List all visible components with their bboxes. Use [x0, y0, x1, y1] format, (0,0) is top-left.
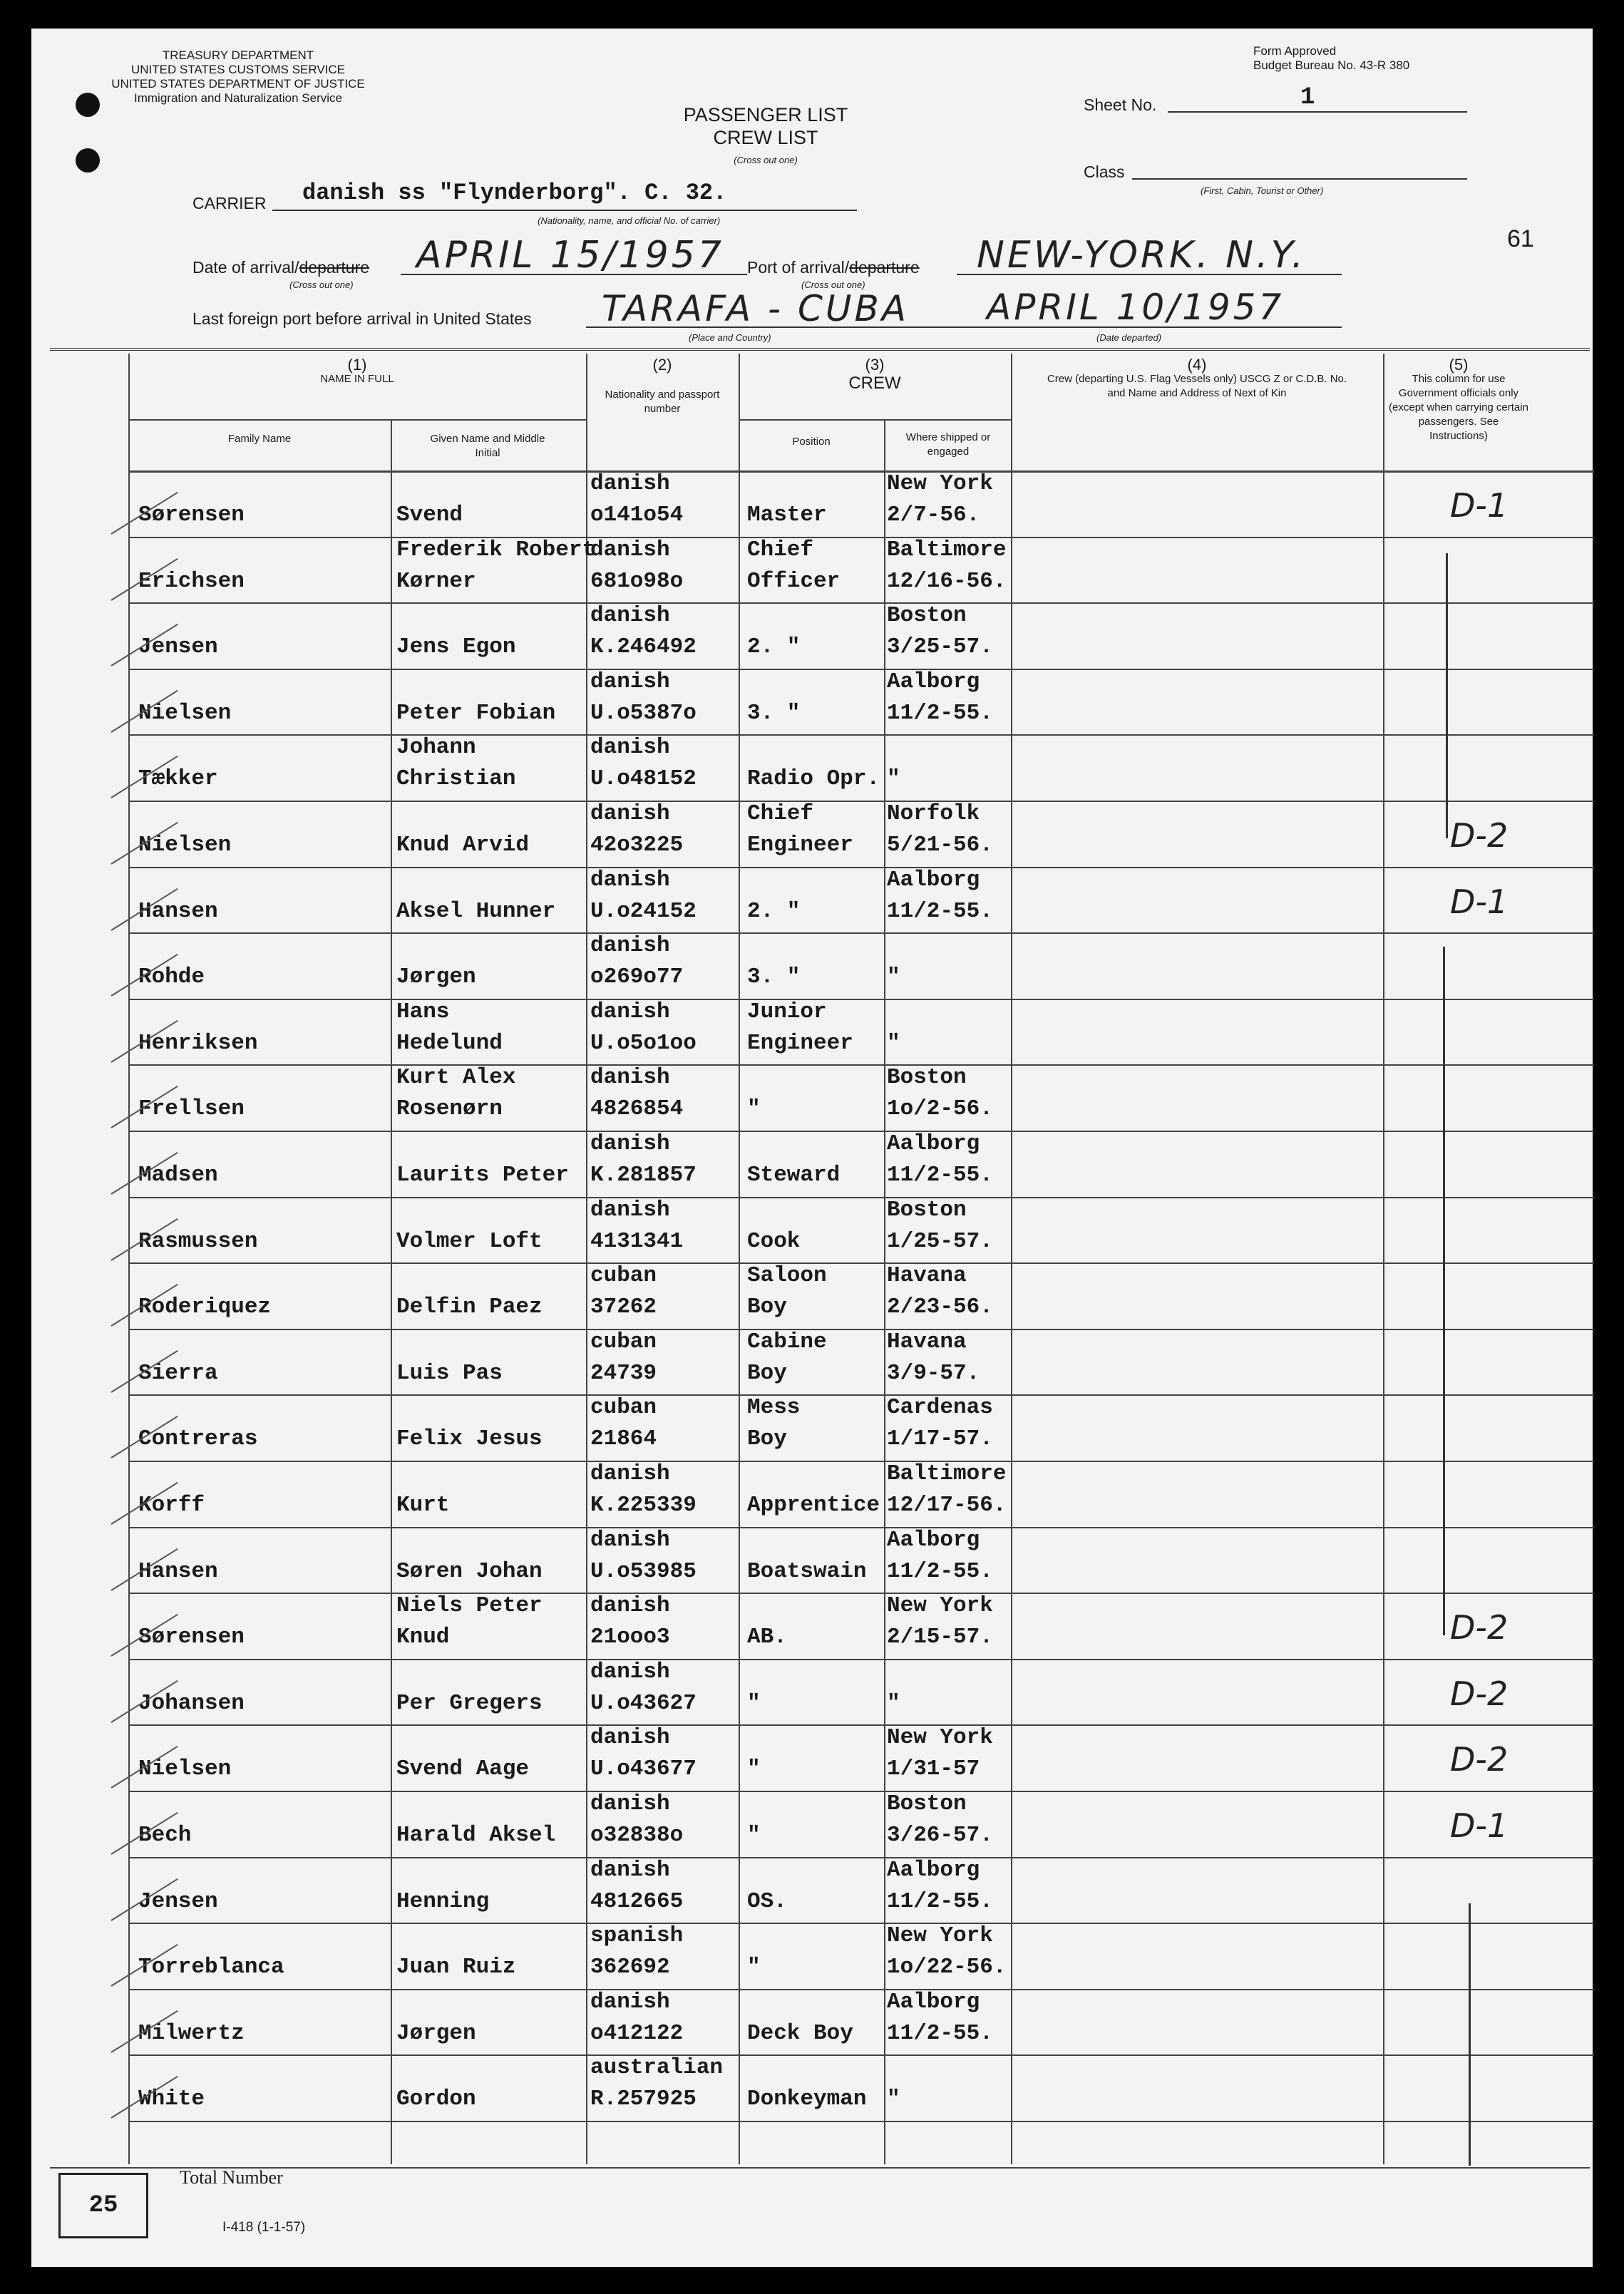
position-line2: " — [747, 1823, 761, 1848]
family-name: Rohde — [138, 965, 205, 990]
position-line2: Steward — [747, 1163, 841, 1188]
col5-header — [1389, 358, 1528, 443]
shipped-place: Boston — [887, 1791, 967, 1816]
col3-title: CREW — [848, 374, 901, 393]
nationality: danish — [590, 669, 670, 694]
given-header: Given Name and Middle Initial — [430, 433, 545, 459]
position-line2: 2. " — [747, 898, 801, 924]
last-port-place-note: (Place and Country) — [689, 332, 771, 343]
given-name-line2: Juan Ruiz — [396, 1955, 516, 1980]
row-divider — [128, 1527, 1594, 1528]
last-port-date: APRIL 10/1957 — [987, 287, 1285, 328]
given-name-line2: Volmer Loft — [396, 1228, 543, 1254]
nationality: danish — [590, 471, 670, 496]
form-title — [644, 103, 887, 172]
class-note: (First, Cabin, Tourist or Other) — [1201, 185, 1324, 196]
nationality: danish — [590, 1989, 670, 2015]
given-name-line1: Hans — [396, 999, 450, 1024]
given-name-line1: Niels Peter — [396, 1593, 543, 1619]
shipped-place: Havana — [887, 1263, 967, 1289]
shipped-date: 2/23-56. — [887, 1295, 993, 1320]
position-line2: Boy — [747, 1426, 787, 1452]
shipped-date: 1o/22-56. — [887, 1955, 1007, 1980]
row-divider — [128, 734, 1594, 736]
position-line2: Engineer — [747, 833, 853, 858]
nationality: danish — [590, 1131, 670, 1156]
last-port-date-note: (Date departed) — [1096, 332, 1162, 343]
row-divider — [128, 1989, 1594, 1990]
shipped-place: Baltimore — [887, 1461, 1007, 1486]
passport-number: U.o48152 — [590, 766, 697, 792]
col1-number: (1) — [347, 356, 367, 374]
position-line2: 3. " — [747, 965, 801, 990]
row-divider — [128, 2054, 1594, 2056]
position-line2: Donkeyman — [747, 2087, 867, 2112]
position-line2: 2. " — [747, 634, 801, 660]
col-divider — [391, 419, 392, 2164]
nationality: danish — [590, 1461, 670, 1486]
title-note: (Cross out one) — [734, 155, 798, 165]
family-name: Bech — [138, 1823, 192, 1848]
nationality: danish — [590, 603, 670, 629]
position-line2: Deck Boy — [747, 2020, 853, 2046]
nationality: spanish — [590, 1923, 684, 1949]
given-name-line1: Kurt Alex — [396, 1065, 516, 1091]
position-line2: Master — [747, 503, 827, 528]
nationality: danish — [590, 1659, 670, 1685]
given-name-line2: Per Gregers — [396, 1690, 543, 1716]
shipped-date: " — [887, 1690, 900, 1716]
row-divider — [128, 1394, 1594, 1396]
nationality: danish — [590, 1197, 670, 1223]
passport-number: o412122 — [590, 2020, 684, 2046]
given-name-line2: Felix Jesus — [396, 1426, 543, 1452]
official-code: D-2 — [1450, 1674, 1509, 1713]
position-header: Position — [792, 436, 831, 448]
nationality: danish — [590, 999, 670, 1024]
bracket-line — [1469, 1903, 1471, 2166]
class-rule — [1132, 178, 1467, 180]
col-divider — [1011, 354, 1012, 2164]
row-divider — [128, 537, 1594, 538]
nationality: cuban — [590, 1395, 657, 1421]
row-divider — [128, 1791, 1594, 1792]
page-number: 61 — [1507, 225, 1534, 252]
passport-number: U.o53985 — [590, 1558, 697, 1584]
position-line1: Mess — [747, 1395, 801, 1421]
given-name-line2: Gordon — [396, 2087, 476, 2112]
passport-number: o32838o — [590, 1823, 684, 1848]
family-name: Nielsen — [138, 700, 232, 726]
family-name: Henriksen — [138, 1030, 258, 1056]
col3-header — [739, 358, 1011, 391]
shipped-date: 1/17-57. — [887, 1426, 993, 1452]
nationality: danish — [590, 1791, 670, 1816]
passport-number: U.o24152 — [590, 898, 697, 924]
nationality: danish — [590, 1857, 670, 1883]
carrier-value: danish ss "Flynderborg". C. 32. — [302, 180, 727, 206]
position-line2: " — [747, 1690, 761, 1716]
carrier-label: CARRIER — [192, 194, 267, 212]
nationality: danish — [590, 537, 670, 562]
arrival-date-label-a: Date of arrival/ — [192, 258, 299, 277]
header-separator — [50, 348, 1590, 351]
passport-number: 21ooo3 — [590, 1625, 670, 1650]
col4-number: (4) — [1187, 356, 1207, 374]
col4-title: Crew (departing U.S. Flag Vessels only) USCG Z or C.D.B. No. and Name and Address of Next of Kin — [1047, 373, 1347, 399]
row-divider — [128, 1131, 1594, 1132]
last-port-label: Last foreign port before arrival in United States — [192, 309, 532, 328]
shipped-date: 3/25-57. — [887, 634, 993, 660]
position-line2: Apprentice — [747, 1493, 880, 1518]
nationality: danish — [590, 1527, 670, 1553]
shipped-date: " — [887, 965, 900, 990]
family-name: Sørensen — [138, 1625, 245, 1650]
col2-header — [596, 358, 729, 416]
document-sheet — [31, 29, 1593, 2267]
given-name-line2: Kurt — [396, 1493, 450, 1518]
shipped-header: Where shipped or engaged — [905, 431, 991, 458]
form-approved — [1253, 44, 1409, 73]
col3-number: (3) — [865, 356, 885, 374]
total-number-box: 25 — [58, 2173, 148, 2238]
family-name: White — [138, 2087, 205, 2112]
shipped-date: 11/2-55. — [887, 898, 993, 924]
row-divider — [128, 932, 1594, 934]
shipped-place: Aalborg — [887, 1131, 980, 1156]
shipped-date: 12/16-56. — [887, 568, 1007, 594]
position-line2: Boy — [747, 1360, 787, 1386]
family-name: Jensen — [138, 1888, 218, 1914]
family-name: Tækker — [138, 766, 218, 792]
passport-number: 681o98o — [590, 568, 684, 594]
given-name-line2: Kørner — [396, 568, 476, 594]
arrival-date-label-b: departure — [299, 258, 370, 277]
position-line1: Chief — [747, 537, 814, 562]
passport-number: 21864 — [590, 1426, 657, 1452]
nationality: danish — [590, 1065, 670, 1091]
shipped-date: 12/17-56. — [887, 1493, 1007, 1518]
given-name-line2: Jens Egon — [396, 634, 516, 660]
row-divider — [128, 1197, 1594, 1198]
passport-number: U.o5387o — [590, 700, 697, 726]
form-number: I-418 (1-1-57) — [222, 2220, 306, 2235]
given-name-line2: Jørgen — [396, 2020, 476, 2046]
passport-number: 362692 — [590, 1955, 670, 1980]
shipped-place: New York — [887, 471, 993, 496]
position-line2: 3. " — [747, 700, 801, 726]
passport-number: o269o77 — [590, 965, 684, 990]
shipped-date: 11/2-55. — [887, 1888, 993, 1914]
position-line2: Engineer — [747, 1030, 853, 1056]
shipped-date: " — [887, 2087, 900, 2112]
passport-number: o141o54 — [590, 503, 684, 528]
col2-number: (2) — [652, 356, 672, 374]
shipped-place: Boston — [887, 1197, 967, 1223]
shipped-place: Cardenas — [887, 1395, 993, 1421]
row-divider — [128, 1593, 1594, 1594]
position-line1: Saloon — [747, 1263, 827, 1289]
arrival-port-label-a: Port of arrival/ — [747, 258, 850, 277]
family-name: Erichsen — [138, 568, 245, 594]
table-border-left — [128, 354, 130, 2164]
nationality: danish — [590, 735, 670, 761]
family-name: Torreblanca — [138, 1955, 284, 1980]
given-name-line1: Frederik Robert — [396, 537, 596, 562]
position-line2: " — [747, 1096, 761, 1122]
agency-line: UNITED STATES CUSTOMS SERVICE — [130, 63, 346, 76]
agency-line: TREASURY DEPARTMENT — [162, 48, 314, 62]
given-name-line2: Henning — [396, 1888, 490, 1914]
shipped-place: Aalborg — [887, 1527, 980, 1553]
family-name: Frellsen — [138, 1096, 245, 1122]
shipped-place: Havana — [887, 1329, 967, 1354]
shipped-date: 5/21-56. — [887, 833, 993, 858]
family-name: Nielsen — [138, 833, 232, 858]
family-name: Milwertz — [138, 2020, 245, 2046]
sheet-value: 1 — [1300, 84, 1315, 111]
given-name-line2: Knud Arvid — [396, 833, 530, 858]
family-name: Contreras — [138, 1426, 258, 1452]
nationality: australian — [590, 2055, 724, 2081]
agency-line: UNITED STATES DEPARTMENT OF JUSTICE — [111, 77, 365, 91]
given-name-line2: Christian — [396, 766, 516, 792]
position-line2: Boatswain — [747, 1558, 867, 1584]
family-name: Korff — [138, 1493, 205, 1518]
given-name-line2: Peter Fobian — [396, 700, 556, 726]
title-crew-list: CREW LIST — [713, 127, 818, 148]
sheet-rule — [1168, 111, 1467, 113]
row-divider — [128, 801, 1594, 802]
given-name-line2: Laurits Peter — [396, 1163, 569, 1188]
row-divider — [128, 1857, 1594, 1858]
passport-number: K.225339 — [590, 1493, 697, 1518]
col4-header — [1044, 358, 1350, 401]
passport-number: U.o5o1oo — [590, 1030, 697, 1056]
given-name-line2: Svend Aage — [396, 1756, 530, 1782]
col5-title: This column for use Government officials only (except when carrying certain passengers. See Instructions) — [1389, 373, 1528, 442]
shipped-place: Aalborg — [887, 1989, 980, 2015]
col-divider — [739, 354, 740, 2164]
passport-number: U.o43677 — [590, 1756, 697, 1782]
class-label: Class — [1084, 163, 1125, 181]
carrier-rule — [272, 210, 857, 211]
shipped-date: 1/31-57 — [887, 1756, 980, 1782]
shipped-date: 11/2-55. — [887, 1558, 993, 1584]
shipped-place: Aalborg — [887, 867, 980, 893]
shipped-date: 11/2-55. — [887, 2020, 993, 2046]
arrival-date-value: APRIL 15/1957 — [416, 234, 724, 277]
position-line2: " — [747, 1955, 761, 1980]
col-divider — [586, 354, 587, 2164]
shipped-place: Aalborg — [887, 1857, 980, 1883]
passport-number: K.281857 — [590, 1163, 697, 1188]
family-name: Nielsen — [138, 1756, 232, 1782]
arrival-port-value: NEW-YORK. N.Y. — [977, 234, 1307, 277]
shipped-place: Boston — [887, 1065, 967, 1091]
passport-number: 4812665 — [590, 1888, 684, 1914]
official-code: D-1 — [1450, 486, 1509, 525]
nationality: danish — [590, 801, 670, 826]
family-name: Madsen — [138, 1163, 218, 1188]
col2-title: Nationality and passport number — [605, 389, 720, 415]
official-code: D-2 — [1450, 1740, 1509, 1779]
row-divider — [128, 1329, 1594, 1330]
official-code: D-2 — [1450, 1608, 1509, 1647]
shipped-place: New York — [887, 1923, 993, 1949]
row-divider — [128, 867, 1594, 868]
punch-hole — [76, 148, 100, 173]
shipped-place: Boston — [887, 603, 967, 629]
shipped-date: " — [887, 766, 900, 792]
given-name-line1: Johann — [396, 735, 476, 761]
arrival-port-note: (Cross out one) — [801, 279, 865, 290]
total-number-label: Total Number — [180, 2167, 283, 2188]
family-name: Rasmussen — [138, 1228, 258, 1254]
family-name: Hansen — [138, 1558, 218, 1584]
arrival-date-label — [192, 258, 369, 277]
nationality: danish — [590, 867, 670, 893]
agency-line: Immigration and Naturalization Service — [134, 91, 342, 105]
nationality: danish — [590, 1593, 670, 1619]
nationality: cuban — [590, 1329, 657, 1354]
bracket-line — [1443, 947, 1445, 1635]
given-name-line2: Rosenørn — [396, 1096, 503, 1122]
row-divider — [128, 1064, 1594, 1066]
family-name: Jensen — [138, 634, 218, 660]
form-approved-line: Form Approved — [1253, 44, 1337, 58]
header-bottom-line — [128, 470, 1594, 473]
col5-number: (5) — [1449, 356, 1469, 374]
passport-number: U.o43627 — [590, 1690, 697, 1716]
family-name: Roderiquez — [138, 1295, 272, 1320]
given-name-line2: Luis Pas — [396, 1360, 503, 1386]
col1-title: NAME IN FULL — [320, 373, 394, 385]
title-passenger-list: PASSENGER LIST — [683, 104, 848, 125]
nationality: danish — [590, 1725, 670, 1751]
position-line1: Junior — [747, 999, 827, 1024]
position-line2: Officer — [747, 568, 841, 594]
shipped-date: 1o/2-56. — [887, 1096, 993, 1122]
passport-number: 24739 — [590, 1360, 657, 1386]
col-divider — [884, 419, 885, 2164]
last-port-place: TARAFA - CUBA — [602, 288, 909, 329]
family-name: Sierra — [138, 1360, 218, 1386]
given-name-line2: Aksel Hunner — [396, 898, 556, 924]
passport-number: 4131341 — [590, 1228, 684, 1254]
row-divider — [128, 1724, 1594, 1726]
given-name-line2: Harald Aksel — [396, 1823, 556, 1848]
shipped-place: Baltimore — [887, 537, 1007, 562]
agency-block — [74, 48, 402, 106]
shipped-date: 2/15-57. — [887, 1625, 993, 1650]
shipped-date: 2/7-56. — [887, 503, 980, 528]
official-code: D-1 — [1450, 882, 1509, 921]
position-line2: OS. — [747, 1888, 787, 1914]
row-divider — [128, 1659, 1594, 1660]
crew-subheader-line — [739, 419, 1011, 421]
row-divider — [128, 1923, 1594, 1924]
bracket-line — [1446, 553, 1448, 838]
shipped-place: Norfolk — [887, 801, 980, 826]
arrival-port-label-b: departure — [849, 258, 920, 277]
given-name-line2: Knud — [396, 1625, 450, 1650]
given-name-line2: Søren Johan — [396, 1558, 543, 1584]
arrival-date-note: (Cross out one) — [289, 279, 354, 290]
col-divider — [1383, 354, 1384, 2164]
family-header: Family Name — [227, 433, 292, 445]
given-name-line2: Svend — [396, 503, 463, 528]
shipped-place: New York — [887, 1725, 993, 1751]
row-divider — [128, 669, 1594, 670]
carrier-note: (Nationality, name, and official No. of carrier) — [538, 215, 721, 226]
nationality: cuban — [590, 1263, 657, 1289]
passport-number: R.257925 — [590, 2087, 697, 2112]
position-line2: Cook — [747, 1228, 801, 1254]
shipped-date: 1/25-57. — [887, 1228, 993, 1254]
shipped-date: 3/26-57. — [887, 1823, 993, 1848]
position-line2: Boy — [747, 1295, 787, 1320]
shipped-date: 3/9-57. — [887, 1360, 980, 1386]
shipped-date: 11/2-55. — [887, 1163, 993, 1188]
position-line2: AB. — [747, 1625, 787, 1650]
row-divider — [128, 1461, 1594, 1462]
passport-number: 4826854 — [590, 1096, 684, 1122]
name-subheader-line — [128, 419, 586, 421]
col1-header — [128, 358, 586, 386]
position-line2: Radio Opr. — [747, 766, 880, 792]
form-approved-line: Budget Bureau No. 43-R 380 — [1253, 58, 1410, 72]
given-name-line2: Jørgen — [396, 965, 476, 990]
row-divider — [128, 2121, 1594, 2122]
passport-number: K.246492 — [590, 634, 697, 660]
passport-number: 42o3225 — [590, 833, 684, 858]
given-name-line2: Delfin Paez — [396, 1295, 543, 1320]
position-line2: " — [747, 1756, 761, 1782]
passport-number: 37262 — [590, 1295, 657, 1320]
position-line1: Cabine — [747, 1329, 827, 1354]
row-divider — [128, 602, 1594, 604]
shipped-place: Aalborg — [887, 669, 980, 694]
official-code: D-1 — [1450, 1806, 1509, 1845]
row-divider — [128, 1262, 1594, 1264]
family-name: Hansen — [138, 898, 218, 924]
family-name: Johansen — [138, 1690, 245, 1716]
family-name: Sørensen — [138, 503, 245, 528]
shipped-date: " — [887, 1030, 900, 1056]
given-name-line2: Hedelund — [396, 1030, 503, 1056]
nationality: danish — [590, 933, 670, 959]
position-line1: Chief — [747, 801, 814, 826]
shipped-place: New York — [887, 1593, 993, 1619]
sheet-label: Sheet No. — [1084, 96, 1157, 114]
official-code: D-2 — [1450, 816, 1509, 855]
shipped-date: 11/2-55. — [887, 700, 993, 726]
arrival-port-label — [747, 258, 920, 277]
row-divider — [128, 999, 1594, 1000]
